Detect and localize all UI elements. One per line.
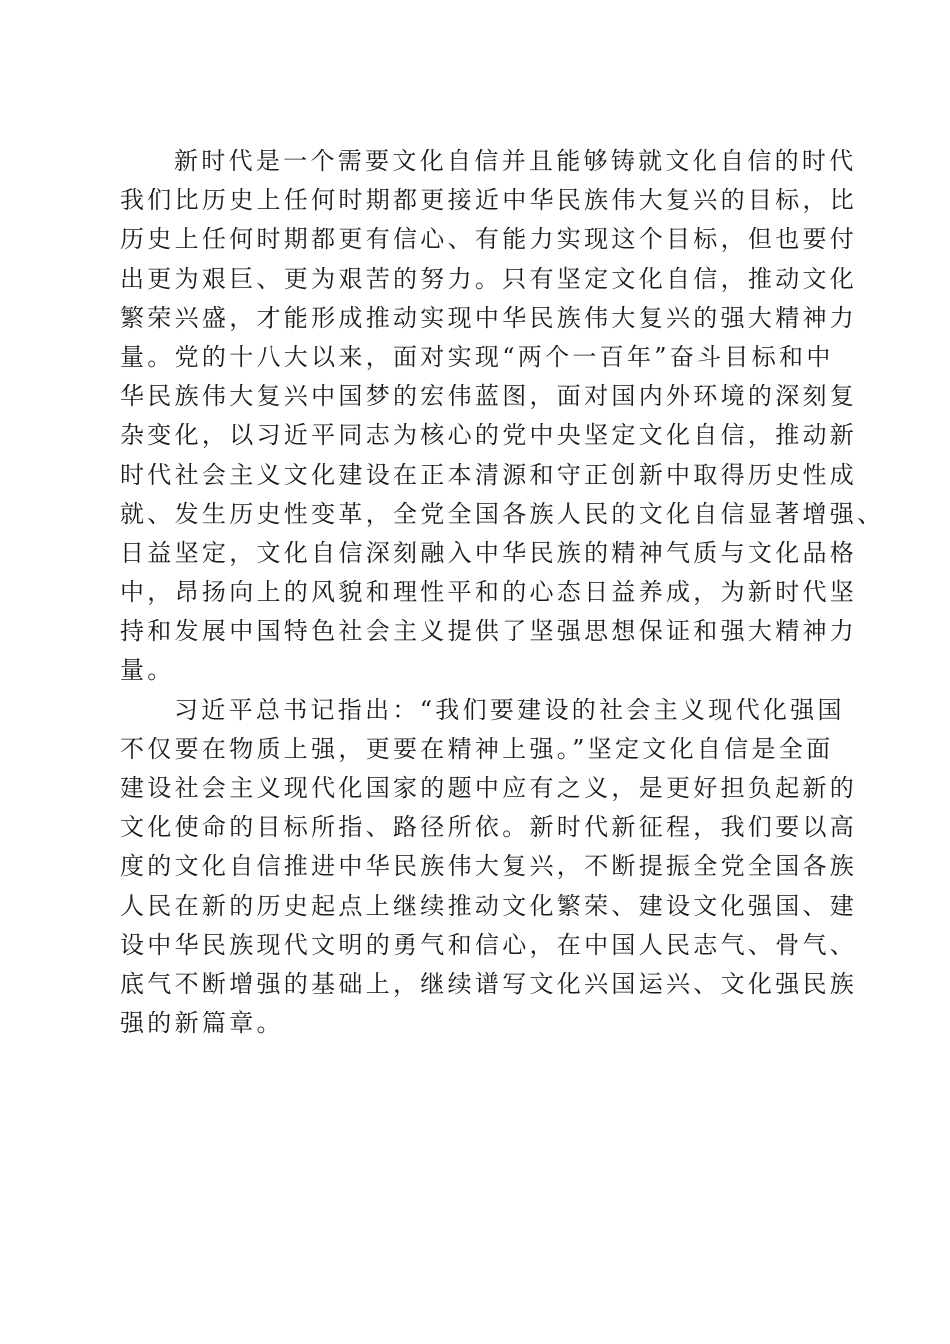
text-line: 不仅要在物质上强，更要在精神上强。”坚定文化自信是全面 xyxy=(120,734,834,763)
text-line: 建设社会主义现代化国家的题中应有之义，是更好担负起新的 xyxy=(120,774,858,802)
text-line: 度的文化自信推进中华民族伟大复兴，不断提振全党全国各族 xyxy=(120,852,858,881)
text-line: 持和发展中国特色社会主义提供了坚强思想保证和强大精神力 xyxy=(120,617,858,646)
text-line: 量。 xyxy=(120,656,175,685)
text-line: 繁荣兴盛，才能形成推动实现中华民族伟大复兴的强大精神力 xyxy=(120,303,858,332)
paragraph-2 xyxy=(120,691,858,1044)
paragraph-1 xyxy=(120,142,885,691)
text-line: 中，昂扬向上的风貌和理性平和的心态日益养成，为新时代坚 xyxy=(120,578,858,607)
text-line: 华民族伟大复兴中国梦的宏伟蓝图，面对国内外环境的深刻复 xyxy=(120,382,858,411)
text-line: 人民在新的历史起点上继续推动文化繁荣、建设文化强国、建 xyxy=(120,891,858,920)
text-line: 量。党的十八大以来，面对实现“两个一百年”奋斗目标和中 xyxy=(120,342,834,371)
text-line: 设中华民族现代文明的勇气和信心，在中国人民志气、骨气、 xyxy=(120,930,858,959)
text-line: 底气不断增强的基础上，继续谱写文化兴国运兴、文化强民族 xyxy=(120,969,858,998)
text-line: 出更为艰巨、更为艰苦的努力。只有坚定文化自信，推动文化 xyxy=(120,264,858,293)
text-line: 强的新篇章。 xyxy=(120,1009,284,1038)
text-line: 杂变化，以习近平同志为核心的党中央坚定文化自信，推动新 xyxy=(120,421,858,450)
text-line: 我们比历史上任何时期都更接近中华民族伟大复兴的目标，比 xyxy=(120,186,858,215)
text-line: 日益坚定，文化自信深刻融入中华民族的精神气质与文化品格 xyxy=(120,538,858,567)
text-line: 就、发生历史性变革，全党全国各族人民的文化自信显著增强、 xyxy=(120,499,885,528)
document-body xyxy=(120,142,885,1043)
text-line: 习近平总书记指出：“我们要建设的社会主义现代化强国 xyxy=(174,695,845,724)
text-line: 时代社会主义文化建设在正本清源和守正创新中取得历史性成 xyxy=(120,460,858,489)
text-line: 新时代是一个需要文化自信并且能够铸就文化自信的时代 xyxy=(174,147,857,175)
text-line: 文化使命的目标所指、路径所依。新时代新征程，我们要以高 xyxy=(120,813,858,842)
text-line: 历史上任何时期都更有信心、有能力实现这个目标，但也要付 xyxy=(120,225,858,254)
